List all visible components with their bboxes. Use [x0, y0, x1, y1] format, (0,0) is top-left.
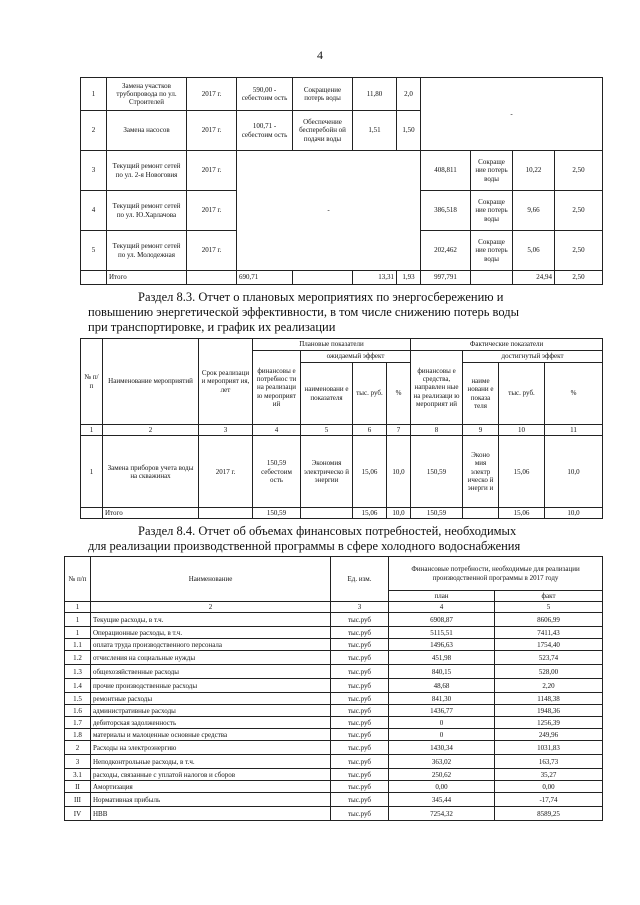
table-row: 1 Замена участков трубопровода по ул. Строителей 2017 г. 590,00 - себестоим ость Сокращение потерь воды 11,80 2,0 -: [81, 78, 603, 111]
table-energy-saving: № п/п Наименование мероприятий Срок реализаци и мероприят ия, лет Плановые показатели Фактические показатели финансовы е потребнос ти на реализаци ю мероприят ий ожидаемый эффект финансовы е средства, направлен ные на реализаци ю мероприят ий достигнутый эффект наименовани е показателя тыс. руб. % наиме новани е показа теля тыс. руб. % 1 2 3 4 5 6 7 8 9 10 11 1 Замена приборов учета воды на скважинах 2017 г. 150,59 себестоим ость Экономия электрическо й энергии 15,06 10,0 150,59 Эконо мия электр ическо й энерги и 15,06 10,0 Итого 150,59 15,06 10,0 150,59 15,06 10,0: [80, 338, 603, 519]
table-financial-needs: № п/п Наименование Ед. изм. Финансовые потребности, необходимые для реализации производственной программы в 2017 году план факт 1 2 3 4 5 1 Текущие расходы, в т.ч. тыс.руб 6908,87 8606,99 1 Операционные расходы, в т.ч. тыс.руб 5115,51 7411,43 1.1 оплата труда производственного персонала тыс.руб 1496,63 1754,40 1.2 отчисления на социальные нужды тыс.руб 451,98 523,74 1.3 общехозяйственные расходы тыс.руб 840,15 528,00 1.4 прочие производственные расходы тыс.руб 48,68 2,20 1.5 ремонтные расходы тыс.руб 841,30 1148,38 1.6 административные расходы тыс.руб 1436,77 1948,36 1.7 дебиторская задолженность тыс.руб 0 1256,39 1.8 материалы и малоценные основные средства тыс.руб 0 249,96 2 Расходы на электроэнергию тыс.руб 1430,34 1031,83 3 Неподконтрольные расходы, в т.ч. тыс.руб 363,02 163,73 3.1 расходы, связанные с уплатой налогов и сборов тыс.руб 250,62 35,27 II Амортизация тыс.руб 0,00 0,00 III Нормативная прибыль тыс.руб 345,44 -17,74 IV НВВ тыс.руб 7254,32 8589,25: [64, 556, 603, 821]
section-8-3-heading: Раздел 8.3. Отчет о плановых мероприятиях по энергосбережению и повышению энергетической эффективности, в том числе снижению потерь воды при транспортировке, и график их реализации: [88, 290, 520, 334]
table-row: 3.1 расходы, связанные с уплатой налогов и сборов тыс.руб 250,62 35,27: [65, 769, 603, 781]
table-total-row: Итого 150,59 15,06 10,0 150,59 15,06 10,0: [81, 508, 603, 519]
table-row: IV НВВ тыс.руб 7254,32 8589,25: [65, 807, 603, 821]
table-body: [65, 613, 603, 821]
table-row: 4 Текущий ремонт сетей по ул. Ю.Харлачова 2017 г. 386,518 Сокраще ние потерь воды 9,66 2,50: [81, 191, 603, 231]
table-row: 1 Текущие расходы, в т.ч. тыс.руб 6908,87 8606,99: [65, 613, 603, 627]
table-row: 2 Расходы на электроэнергию тыс.руб 1430,34 1031,83: [65, 741, 603, 755]
table-total-row: Итого 690,71 13,31 1,93 997,791 24,94 2,50: [81, 271, 603, 285]
table-row: II Амортизация тыс.руб 0,00 0,00: [65, 781, 603, 793]
section-8-4-heading: Раздел 8.4. Отчет об объемах финансовых потребностей, необходимых для реализации производственной программы в сфере холодного водоснабжения: [88, 524, 521, 553]
table-row: 1.3 общехозяйственные расходы тыс.руб 840,15 528,00: [65, 665, 603, 679]
table-row: 1.4 прочие производственные расходы тыс.руб 48,68 2,20: [65, 679, 603, 693]
table-row: 1 Замена приборов учета воды на скважинах 2017 г. 150,59 себестоим ость Экономия электрическо й энергии 15,06 10,0 150,59 Эконо мия электр ическо й энерги и 15,06 10,0: [81, 436, 603, 508]
table-column-numbers: 1 2 3 4 5 6 7 8 9 10 11: [81, 425, 603, 436]
table-row: 5 Текущий ремонт сетей по ул. Молодежная 2017 г. 202,462 Сокраще ние потерь воды 5,06 2,50: [81, 231, 603, 271]
table-row: 3 Текущий ремонт сетей по ул. 2-я Новоговия 2017 г. - 408,811 Сокраще ние потерь воды 10,22 2,50: [81, 151, 603, 191]
table-row: 1.6 административные расходы тыс.руб 1436,77 1948,36: [65, 705, 603, 717]
table-row: 1.8 материалы и малоценные основные средства тыс.руб 0 249,96: [65, 729, 603, 741]
table-row: 1 Операционные расходы, в т.ч. тыс.руб 5115,51 7411,43: [65, 627, 603, 639]
page-number: 4: [317, 48, 323, 62]
table-row: 1.1 оплата труда производственного персонала тыс.руб 1496,63 1754,40: [65, 639, 603, 651]
table-measures-continued: [80, 77, 603, 285]
table-row: 3 Неподконтрольные расходы, в т.ч. тыс.руб 363,02 163,73: [65, 755, 603, 769]
table-column-numbers: 1 2 3 4 5: [65, 602, 603, 613]
table-row: 1.5 ремонтные расходы тыс.руб 841,30 1148,38: [65, 693, 603, 705]
table-row: 2 Замена насосов 2017 г. 100,71 - себестоим ость Обеспечение бесперебойн ой подачи воды 1,51 1,50: [81, 111, 603, 151]
table-row: 1.2 отчисления на социальные нужды тыс.руб 451,98 523,74: [65, 651, 603, 665]
table-row: III Нормативная прибыль тыс.руб 345,44 -17,74: [65, 793, 603, 807]
table-row: 1.7 дебиторская задолженность тыс.руб 0 1256,39: [65, 717, 603, 729]
